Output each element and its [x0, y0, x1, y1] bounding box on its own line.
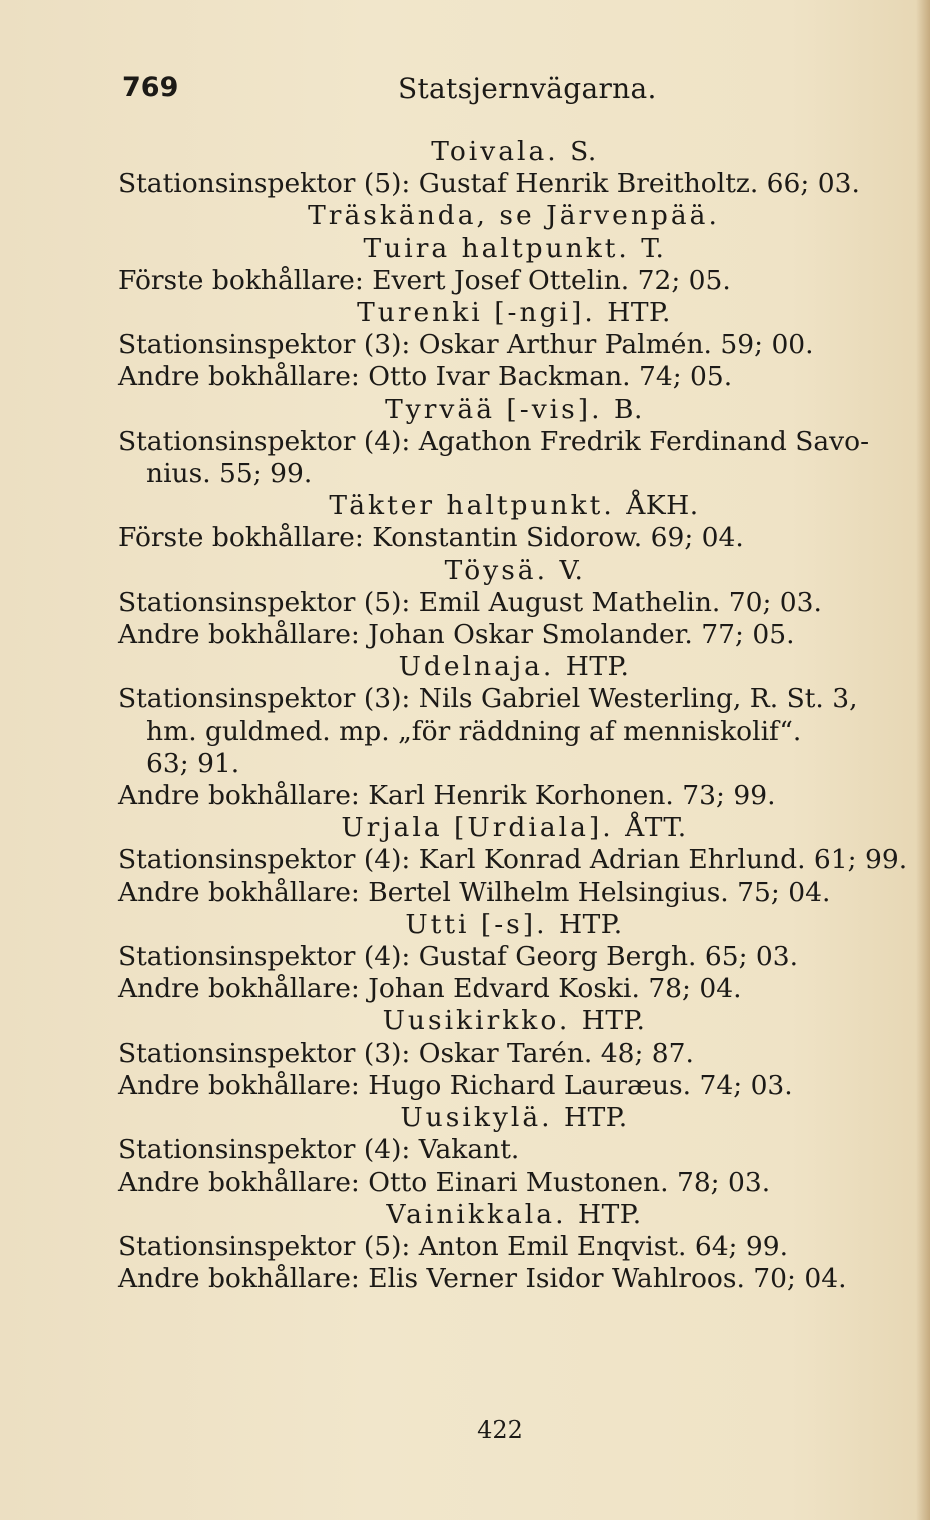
section-title: Träskända, se Järvenpää.	[308, 200, 720, 232]
page-edge	[916, 0, 930, 1520]
entry-line: Stationsinspektor (4): Karl Konrad Adrian Ehrlund. 61; 99.	[118, 844, 908, 876]
running-title: Statsjernvägarna.	[398, 72, 657, 105]
section-title: Udelnaja. HTP.	[398, 651, 630, 683]
section-title: Urjala [Urdiala]. ÅTT.	[341, 812, 687, 844]
entry-line: Stationsinspektor (4): Agathon Fredrik Ferdinand Savo-	[118, 425, 870, 457]
entry-continuation: nius. 55; 99.	[146, 458, 313, 490]
section-title: Vainikkala. HTP.	[386, 1198, 642, 1230]
section-title: Töysä. V.	[444, 554, 584, 586]
entry-continuation: hm. guldmed. mp. „för räddning af menniskolif“.	[146, 715, 802, 747]
entry-line: Andre bokhållare: Otto Einari Mustonen. 78; 03.	[118, 1166, 771, 1198]
entry-line: Andre bokhållare: Hugo Richard Lauræus. 74; 03.	[118, 1069, 793, 1101]
entry-line: Stationsinspektor (5): Anton Emil Enqvist. 64; 99.	[118, 1230, 789, 1262]
entry-line: Andre bokhållare: Bertel Wilhelm Helsingius. 75; 04.	[118, 876, 831, 908]
entry-line: Andre bokhållare: Elis Verner Isidor Wahlroos. 70; 04.	[118, 1263, 847, 1295]
section-title: Tyrvää [-vis]. B.	[385, 393, 643, 425]
directory-listing	[118, 136, 908, 1295]
entry-line: Förste bokhållare: Konstantin Sidorow. 69; 04.	[118, 522, 744, 554]
entry-line: Förste bokhållare: Evert Josef Ottelin. 72; 05.	[118, 264, 731, 296]
section-title: Uusikylä. HTP.	[400, 1102, 628, 1134]
entry-line: Stationsinspektor (5): Emil August Mathelin. 70; 03.	[118, 586, 822, 618]
entry-line: Andre bokhållare: Karl Henrik Korhonen. 73; 99.	[118, 780, 776, 812]
section-title: Utti [-s]. HTP.	[405, 908, 623, 940]
entry-line: Andre bokhållare: Johan Edvard Koski. 78; 04.	[118, 973, 742, 1005]
page-header	[122, 72, 822, 112]
entry-line: Stationsinspektor (3): Nils Gabriel Westerling, R. St. 3,	[118, 683, 858, 715]
entry-line: Stationsinspektor (4): Gustaf Georg Bergh. 65; 03.	[118, 941, 799, 973]
entry-line: Andre bokhållare: Johan Oskar Smolander. 77; 05.	[118, 619, 795, 651]
section-title: Toivala. S.	[431, 136, 597, 167]
section-title: Tuira haltpunkt. T.	[363, 232, 665, 264]
entry-continuation: 63; 91.	[146, 747, 240, 779]
entry-line: Stationsinspektor (3): Oskar Arthur Palmén. 59; 00.	[118, 329, 814, 361]
entry-line: Stationsinspektor (4): Vakant.	[118, 1134, 520, 1166]
entry-line: Andre bokhållare: Otto Ivar Backman. 74; 05.	[118, 361, 733, 393]
page-number: 769	[122, 72, 179, 103]
entry-line: Stationsinspektor (3): Oskar Tarén. 48; 87.	[118, 1037, 694, 1069]
section-title: Täkter haltpunkt. ÅKH.	[329, 490, 699, 522]
signature-number: 422	[477, 1416, 523, 1444]
section-title: Turenki [-ngi]. HTP.	[357, 297, 671, 329]
section-title: Uusikirkko. HTP.	[382, 1005, 646, 1037]
entry-line: Stationsinspektor (5): Gustaf Henrik Breitholtz. 66; 03.	[118, 168, 860, 200]
